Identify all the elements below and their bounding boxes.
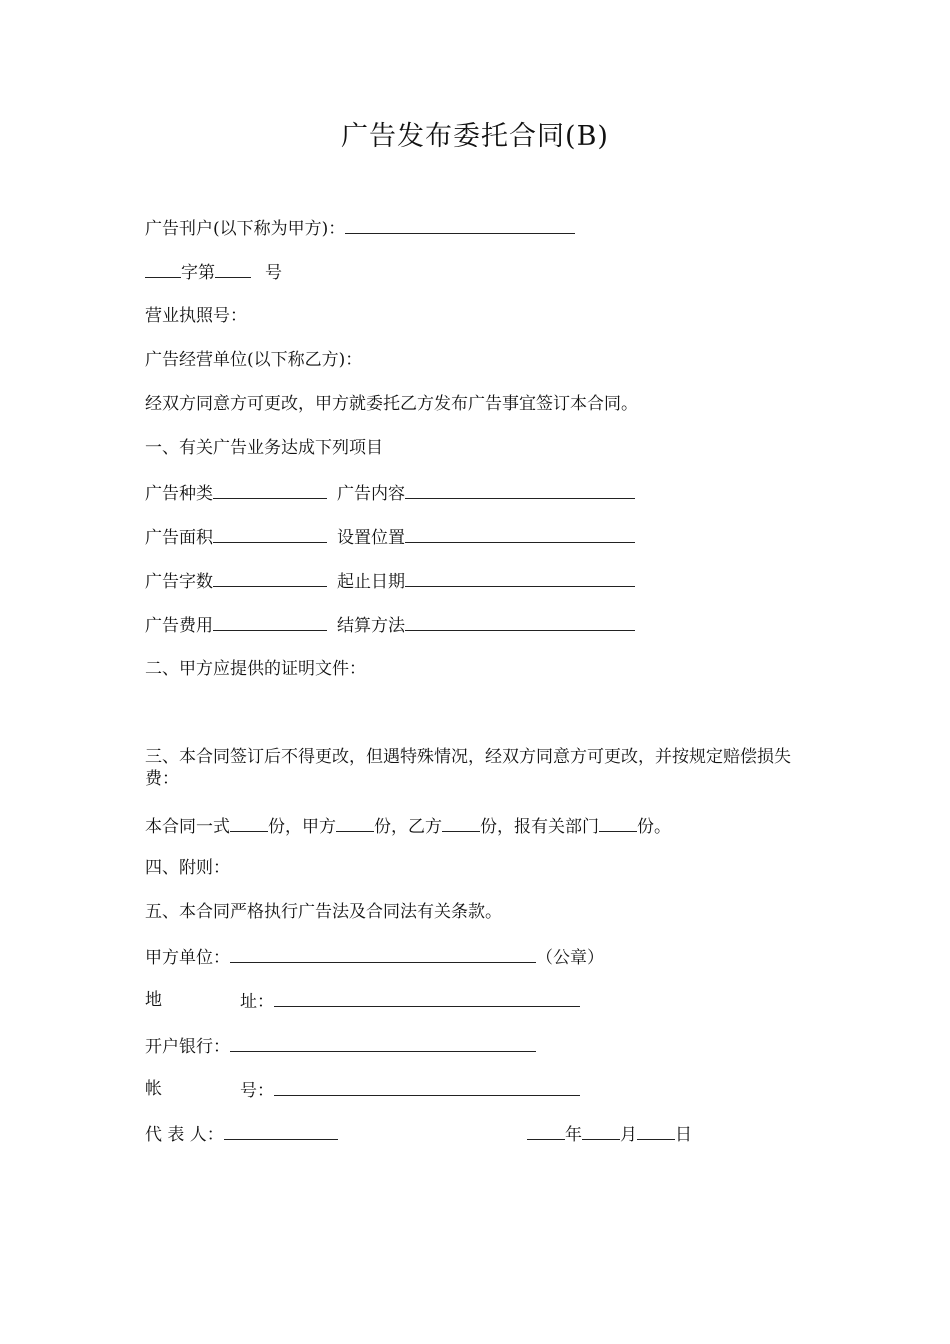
address-line <box>240 989 580 1013</box>
item-left-label: 广告面积 <box>145 528 213 548</box>
item-left-blank[interactable] <box>213 613 327 631</box>
day-blank[interactable] <box>637 1122 675 1140</box>
section-4-heading: 四、附则： <box>145 858 230 878</box>
item-row <box>145 525 635 549</box>
document-title: 广告发布委托合同(B) <box>341 121 609 152</box>
account-label-b: 号： <box>240 1081 274 1101</box>
party-b-label: 广告经营单位(以下称乙方)： <box>145 350 363 370</box>
item-right-label: 起止日期 <box>337 572 405 592</box>
copies-text-3: 份，乙方 <box>374 817 442 837</box>
bank-blank[interactable] <box>230 1034 536 1052</box>
doc-zi-label: 字第 <box>181 263 215 283</box>
copies-text-4: 份，报有关部门 <box>480 817 599 837</box>
copies-line <box>145 814 671 838</box>
item-left-label: 广告字数 <box>145 572 213 592</box>
copies-text-2: 份，甲方 <box>268 817 336 837</box>
doc-prefix-blank[interactable] <box>145 260 181 278</box>
item-left-blank[interactable] <box>213 569 327 587</box>
doc-number-blank[interactable] <box>215 260 251 278</box>
party-a-blank[interactable] <box>345 216 575 234</box>
doc-hao-label: 号 <box>265 263 282 283</box>
item-right-blank[interactable] <box>405 525 635 543</box>
item-row <box>145 613 635 637</box>
representative-blank[interactable] <box>224 1122 338 1140</box>
account-line <box>240 1078 580 1102</box>
copies-text-5: 份。 <box>637 817 671 837</box>
bank-line <box>145 1034 536 1058</box>
month-blank[interactable] <box>582 1122 620 1140</box>
item-left-blank[interactable] <box>213 525 327 543</box>
party-a-label: 广告刊户(以下称为甲方)： <box>145 219 346 239</box>
license-label: 营业执照号： <box>145 306 247 326</box>
address-label-a: 地 <box>145 990 162 1010</box>
intro-text: 经双方同意方可更改，甲方就委托乙方发布广告事宜签订本合同。 <box>145 394 638 414</box>
section-5-heading: 五、本合同严格执行广告法及合同法有关条款。 <box>145 902 502 922</box>
bank-label: 开户银行： <box>145 1037 230 1057</box>
item-right-label: 设置位置 <box>337 528 405 548</box>
item-right-label: 广告内容 <box>337 484 405 504</box>
copies-total-blank[interactable] <box>230 814 268 832</box>
section-1-heading: 一、有关广告业务达成下列项目 <box>145 438 383 458</box>
date-line <box>527 1122 692 1146</box>
item-row <box>145 481 635 505</box>
copies-a-blank[interactable] <box>336 814 374 832</box>
address-blank[interactable] <box>274 989 580 1007</box>
item-row <box>145 569 635 593</box>
account-blank[interactable] <box>274 1078 580 1096</box>
unit-label: 甲方单位： <box>145 948 230 968</box>
address-label-b: 址： <box>240 992 274 1012</box>
copies-dept-blank[interactable] <box>599 814 637 832</box>
unit-line <box>145 945 604 969</box>
item-left-label: 广告种类 <box>145 484 213 504</box>
doc-number-line <box>145 260 282 284</box>
section-3-text: 三、本合同签订后不得更改，但遇特殊情况，经双方同意方可更改，并按规定赔偿损失费： <box>145 747 791 789</box>
unit-blank[interactable] <box>230 945 536 963</box>
day-label: 日 <box>675 1125 692 1145</box>
copies-text-1: 本合同一式 <box>145 817 230 837</box>
item-right-blank[interactable] <box>405 569 635 587</box>
party-a-line <box>145 216 575 240</box>
item-left-label: 广告费用 <box>145 616 213 636</box>
section-2-heading: 二、甲方应提供的证明文件： <box>145 659 366 679</box>
item-right-label: 结算方法 <box>337 616 405 636</box>
representative-line <box>145 1122 338 1146</box>
representative-label: 代 表 人： <box>145 1125 224 1145</box>
item-right-blank[interactable] <box>405 613 635 631</box>
copies-b-blank[interactable] <box>442 814 480 832</box>
year-label: 年 <box>565 1125 582 1145</box>
month-label: 月 <box>620 1125 637 1145</box>
item-left-blank[interactable] <box>213 481 327 499</box>
item-right-blank[interactable] <box>405 481 635 499</box>
account-label-a: 帐 <box>145 1079 162 1099</box>
year-blank[interactable] <box>527 1122 565 1140</box>
seal-label: （公章） <box>536 948 604 968</box>
